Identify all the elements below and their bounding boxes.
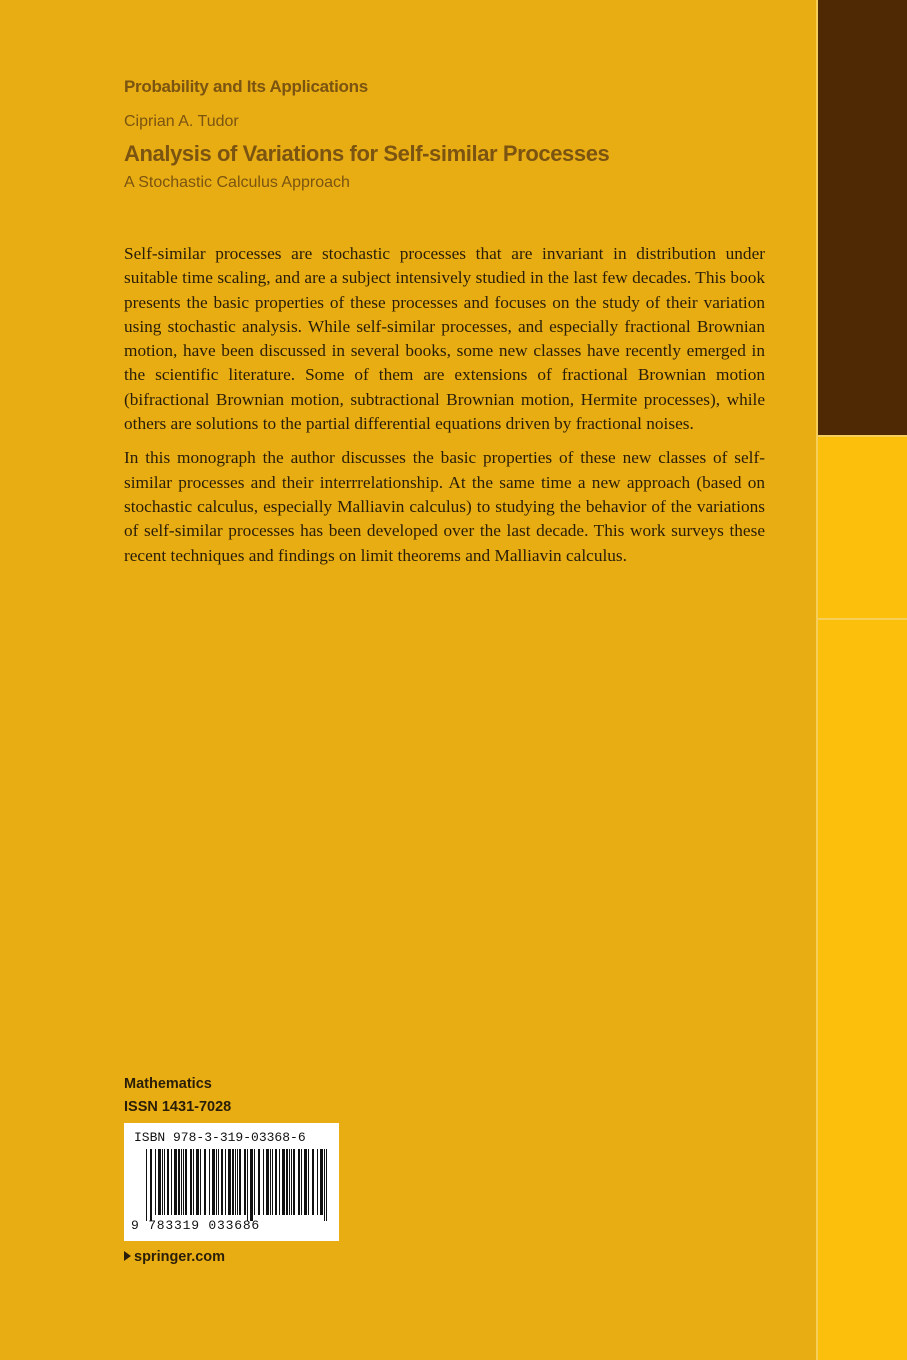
barcode-bar [289, 1149, 290, 1215]
barcode-bar [317, 1149, 318, 1215]
description-paragraph-1: Self-similar processes are stochastic processes that are invariant in distribution under suitable time scaling, and are a subject intensively studied in the last few decades. This book presents the basic properties of these processes and focuses on the study of their variation using stochastic analysis. While self-similar processes, and especially fractional Brownian motion, have been discussed in several books, some new classes have recently emerged in the scientific literature. Some of them are extensions of fractional Brownian motion (bifractional Brownian motion, subtractional Brownian motion, Hermite processes), while others are solutions to the partial differential equations driven by fractional noises. [124, 244, 765, 434]
barcode-bar [216, 1149, 217, 1215]
issn-label: ISSN 1431-7028 [124, 1099, 232, 1115]
barcode-bar [171, 1149, 172, 1215]
barcode-bar [286, 1149, 288, 1215]
barcode-bar [185, 1149, 187, 1215]
barcode-bar [232, 1149, 234, 1215]
barcode-bar [204, 1149, 206, 1215]
series-title: Probability and Its Applications [124, 77, 368, 96]
barcode-bar [312, 1149, 314, 1215]
barcode-bar [250, 1149, 253, 1221]
website-link[interactable] [124, 1249, 225, 1265]
barcode-bar [228, 1149, 231, 1215]
barcode-bar [304, 1149, 307, 1215]
barcode-bar [291, 1149, 292, 1215]
barcode-bar [193, 1149, 194, 1215]
author-name: Ciprian A. Tudor [124, 113, 239, 130]
spine-light-band-upper [818, 437, 907, 618]
barcode-bar [272, 1149, 273, 1215]
barcode-bar [254, 1149, 255, 1215]
book-description [124, 242, 765, 578]
website-text: springer.com [134, 1249, 226, 1265]
subject-label: Mathematics [124, 1076, 212, 1092]
barcode-bar [293, 1149, 295, 1215]
barcode-bar [158, 1149, 161, 1215]
barcode-bar [178, 1149, 180, 1215]
barcode-bar [162, 1149, 163, 1215]
barcode-bar [298, 1149, 300, 1215]
barcode-bar [150, 1149, 152, 1221]
barcode-bar [235, 1149, 236, 1215]
barcode-bar [167, 1149, 169, 1215]
barcode-digits: 9 783319 033686 [131, 1218, 261, 1233]
barcode-bar [282, 1149, 285, 1215]
barcode-bar [263, 1149, 264, 1215]
barcode-bar [258, 1149, 260, 1215]
barcode-bar [200, 1149, 201, 1215]
barcode-bar [244, 1149, 246, 1215]
arrow-right-icon [124, 1251, 131, 1261]
barcode-bar [301, 1149, 302, 1215]
barcode-bar [266, 1149, 269, 1215]
spine-light-band-lower [818, 620, 907, 1360]
isbn-barcode [124, 1123, 339, 1241]
barcode-bar [190, 1149, 192, 1215]
barcode-bar [239, 1149, 241, 1215]
barcode-bar [146, 1149, 147, 1221]
barcode-bar [212, 1149, 215, 1215]
barcode-bar [225, 1149, 226, 1215]
barcode-bar [308, 1149, 309, 1215]
barcode-bar [326, 1149, 327, 1221]
barcode-bar [164, 1149, 165, 1215]
barcode-bar [218, 1149, 219, 1215]
barcode-bar [155, 1149, 156, 1215]
barcode-bar [324, 1149, 325, 1221]
spine-dark-band [818, 0, 907, 435]
barcode-bar [247, 1149, 248, 1221]
barcode-bar [221, 1149, 223, 1215]
barcode-bar [270, 1149, 271, 1215]
book-title: Analysis of Variations for Self-similar Processes [124, 141, 610, 166]
barcode-bar [237, 1149, 238, 1215]
barcode-bar [196, 1149, 199, 1215]
barcode-bar [183, 1149, 184, 1215]
isbn-text: ISBN 978-3-319-03368-6 [134, 1130, 306, 1145]
description-paragraph-2: In this monograph the author discusses the basic properties of these new classes of self-similar processes and their interrrelationship. At the same time a new approach (based on stochastic calculus, especially Malliavin calculus) to studying the behavior of the variations of self-similar processes has been developed over the last decade. This work surveys these recent techniques and findings on limit theorems and Malliavin calculus. [124, 448, 765, 565]
barcode-bar [181, 1149, 182, 1215]
barcode-bar [275, 1149, 277, 1215]
barcode-bar [279, 1149, 280, 1215]
barcode-bar [320, 1149, 323, 1215]
barcode-bar [174, 1149, 177, 1215]
book-subtitle: A Stochastic Calculus Approach [124, 174, 350, 191]
barcode-bar [209, 1149, 210, 1215]
